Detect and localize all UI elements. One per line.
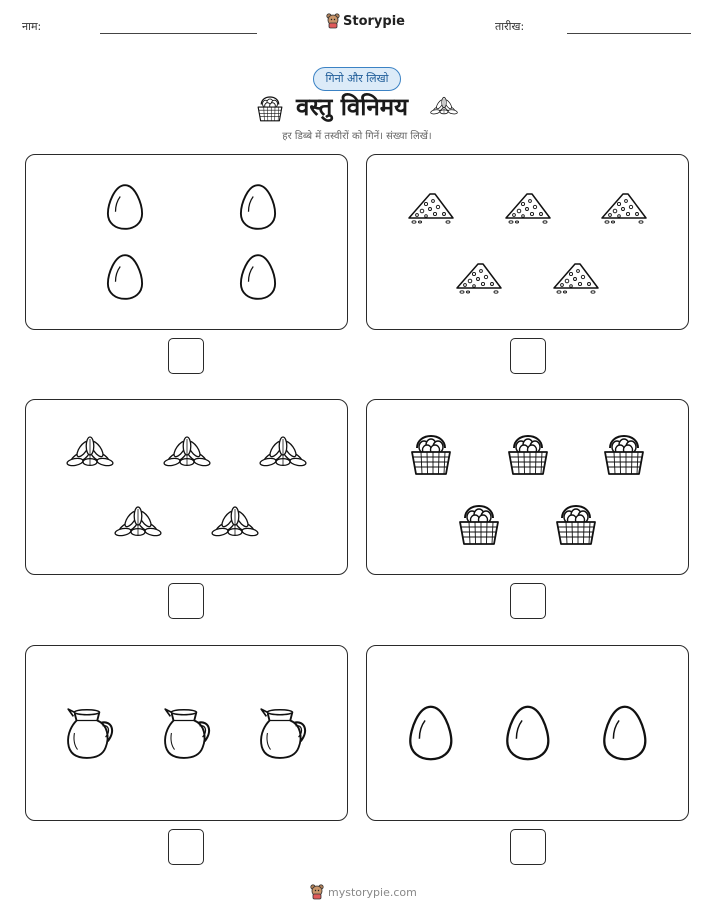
- instructions: हर डिब्बे में तस्वीरों को गिनें। संख्या लिखें।: [282, 131, 432, 142]
- page-title: वस्तु विनिमय: [296, 93, 409, 121]
- egg-basket-icon: [409, 428, 453, 476]
- grain-pile-icon: [503, 190, 553, 224]
- egg-icon: [239, 182, 277, 232]
- leaf-bundle-icon: [430, 96, 458, 116]
- leaf-bundle-icon: [66, 435, 114, 469]
- count-panel-1: [25, 154, 348, 330]
- milk-jug-icon: [161, 706, 213, 760]
- bear-icon: [310, 884, 324, 900]
- leaf-bundle-icon: [114, 505, 162, 539]
- answer-box-2[interactable]: [510, 338, 546, 374]
- leaf-bundle-icon: [259, 435, 307, 469]
- date-field[interactable]: [567, 33, 691, 34]
- egg-basket-icon: [256, 92, 284, 122]
- grain-pile-icon: [406, 190, 456, 224]
- bear-icon: [326, 13, 340, 29]
- egg-basket-icon: [457, 498, 501, 546]
- egg-basket-icon: [602, 428, 646, 476]
- answer-box-6[interactable]: [510, 829, 546, 865]
- count-panel-3: [25, 399, 348, 575]
- grain-pile-icon: [551, 260, 601, 294]
- milk-jug-icon: [257, 706, 309, 760]
- footer-url: mystorypie.com: [328, 885, 417, 899]
- egg-icon: [505, 703, 551, 763]
- egg-icon: [408, 703, 454, 763]
- leaf-bundle-icon: [211, 505, 259, 539]
- grain-pile-icon: [454, 260, 504, 294]
- egg-icon: [239, 252, 277, 302]
- activity-tag: गिनो और लिखो: [313, 67, 401, 91]
- count-panel-2: [366, 154, 689, 330]
- count-panel-4: [366, 399, 689, 575]
- egg-basket-icon: [506, 428, 550, 476]
- egg-icon: [602, 703, 648, 763]
- name-field[interactable]: [100, 33, 257, 34]
- title-row: [0, 88, 714, 128]
- answer-box-3[interactable]: [168, 583, 204, 619]
- answer-box-1[interactable]: [168, 338, 204, 374]
- name-label: नाम:: [22, 20, 42, 33]
- egg-basket-icon: [554, 498, 598, 546]
- grain-pile-icon: [599, 190, 649, 224]
- egg-icon: [106, 252, 144, 302]
- date-label: तारीख:: [495, 20, 525, 33]
- brand-logo: [326, 13, 405, 29]
- egg-icon: [106, 182, 144, 232]
- leaf-bundle-icon: [163, 435, 211, 469]
- milk-jug-icon: [64, 706, 116, 760]
- footer: [310, 884, 417, 900]
- answer-box-5[interactable]: [168, 829, 204, 865]
- brand-name: Storypie: [343, 13, 405, 29]
- answer-box-4[interactable]: [510, 583, 546, 619]
